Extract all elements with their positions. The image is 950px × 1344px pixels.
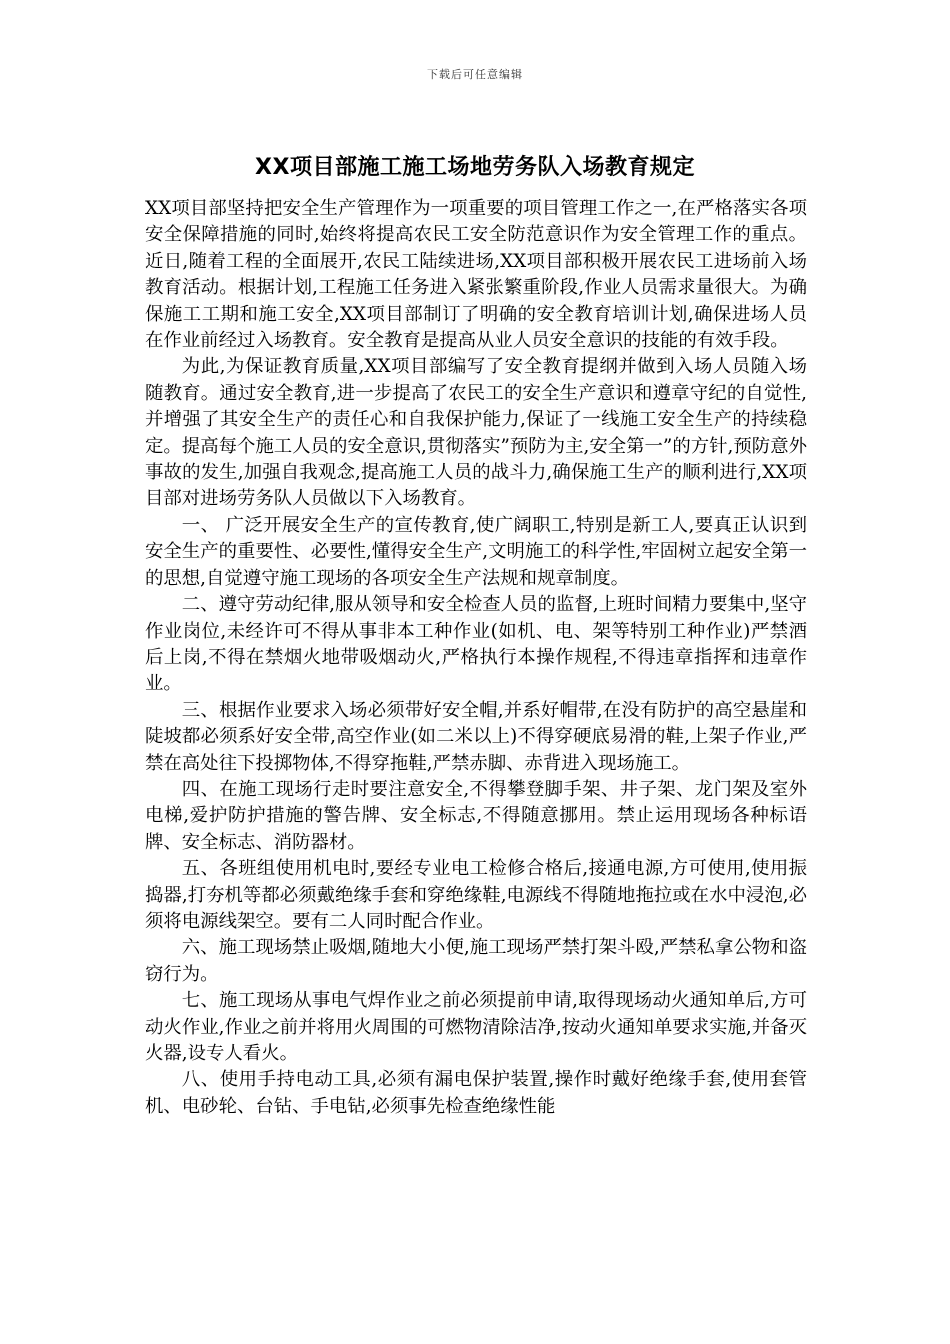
paragraph-rule-2: 二、遵守劳动纪律,服从领导和安全检查人员的监督,上班时间精力要集中,坚守作业岗位,未经许可不得从事非本工种作业(如机、电、架等特别工种作业)严禁酒后上岗,不得在禁烟火地带吸烟动火,严格执行本操作规程,不得违章指挥和违章作业。: [145, 594, 807, 695]
paragraph-rule-7: 七、施工现场从事电气焊作业之前必须提前申请,取得现场动火通知单后,方可动火作业,作业之前并将用火周围的可燃物清除洁净,按动火通知单要求实施,并备灭火器,设专人看火。: [145, 990, 807, 1064]
paragraph-purpose: 为此,为保证教育质量,XX项目部编写了安全教育提纲并做到入场人员随入场随教育。通过安全教育,进一步提高了农民工的安全生产意识和遵章守纪的自觉性,并增强了其安全生产的责任心和自我保护能力,保证了一线施工安全生产的持续稳定。提高每个施工人员的安全意识,贯彻落实”预防为主,安全第一”的方针,预防意外事故的发生,加强自我观念,提高施工人员的战斗力,确保施工生产的顺利进行,XX项目部对进场劳务队人员做以下入场教育。: [145, 356, 807, 510]
paragraph-rule-3: 三、根据作业要求入场必须带好安全帽,并系好帽带,在没有防护的高空悬崖和陡坡都必须系好安全带,高空作业(如二米以上)不得穿硬底易滑的鞋,上架子作业,严禁在高处往下投掷物体,不得穿拖鞋,严禁赤脚、赤背进入现场施工。: [145, 699, 807, 774]
paragraph-intro: XX项目部坚持把安全生产管理作为一项重要的项目管理工作之一,在严格落实各项安全保障措施的同时,始终将提高农民工安全防范意识作为安全管理工作的重点。近日,随着工程的全面展开,农民工陆续进场,XX项目部积极开展农民工进场前入场教育活动。根据计划,工程施工任务进入紧张繁重阶段,作业人员需求量很大。为确保施工工期和施工安全,XX项目部制订了明确的安全教育培训计划,确保进场人员在作业前经过入场教育。安全教育是提高从业人员安全意识的技能的有效手段。: [145, 198, 807, 352]
paragraph-rule-8: 八、使用手持电动工具,必须有漏电保护装置,操作时戴好绝缘手套,使用套管机、电砂轮、台钻、手电钻,必须事先检查绝缘性能: [145, 1069, 807, 1117]
paragraph-rule-1: 一、 广泛开展安全生产的宣传教育,使广阔职工,特别是新工人,要真正认识到安全生产的重要性、必要性,懂得安全生产,文明施工的科学性,牢固树立起安全第一的思想,自觉遵守施工现场的各项安全生产法规和规章制度。: [145, 514, 807, 589]
document-body: [145, 196, 807, 1120]
header-note: 下载后可任意编辑: [427, 68, 523, 81]
paragraph-rule-5: 五、各班组使用机电时,要经专业电工检修合格后,接通电源,方可使用,使用振捣器,打夯机等都必须戴绝缘手套和穿绝缘鞋,电源线不得随地拖拉或在水中浸泡,必须将电源线架空。要有二人同时配合作业。: [145, 858, 807, 932]
document-title: XX项目部施工施工场地劳务队入场教育规定: [255, 155, 695, 180]
paragraph-rule-4: 四、在施工现场行走时要注意安全,不得攀登脚手架、井子架、龙门架及室外电梯,爱护防护措施的警告牌、安全标志,不得随意挪用。禁止运用现场各种标语牌、安全标志、消防器材。: [145, 778, 807, 853]
paragraph-rule-6: 六、施工现场禁止吸烟,随地大小便,施工现场严禁打架斗殴,严禁私拿公物和盗窃行为。: [145, 937, 807, 985]
